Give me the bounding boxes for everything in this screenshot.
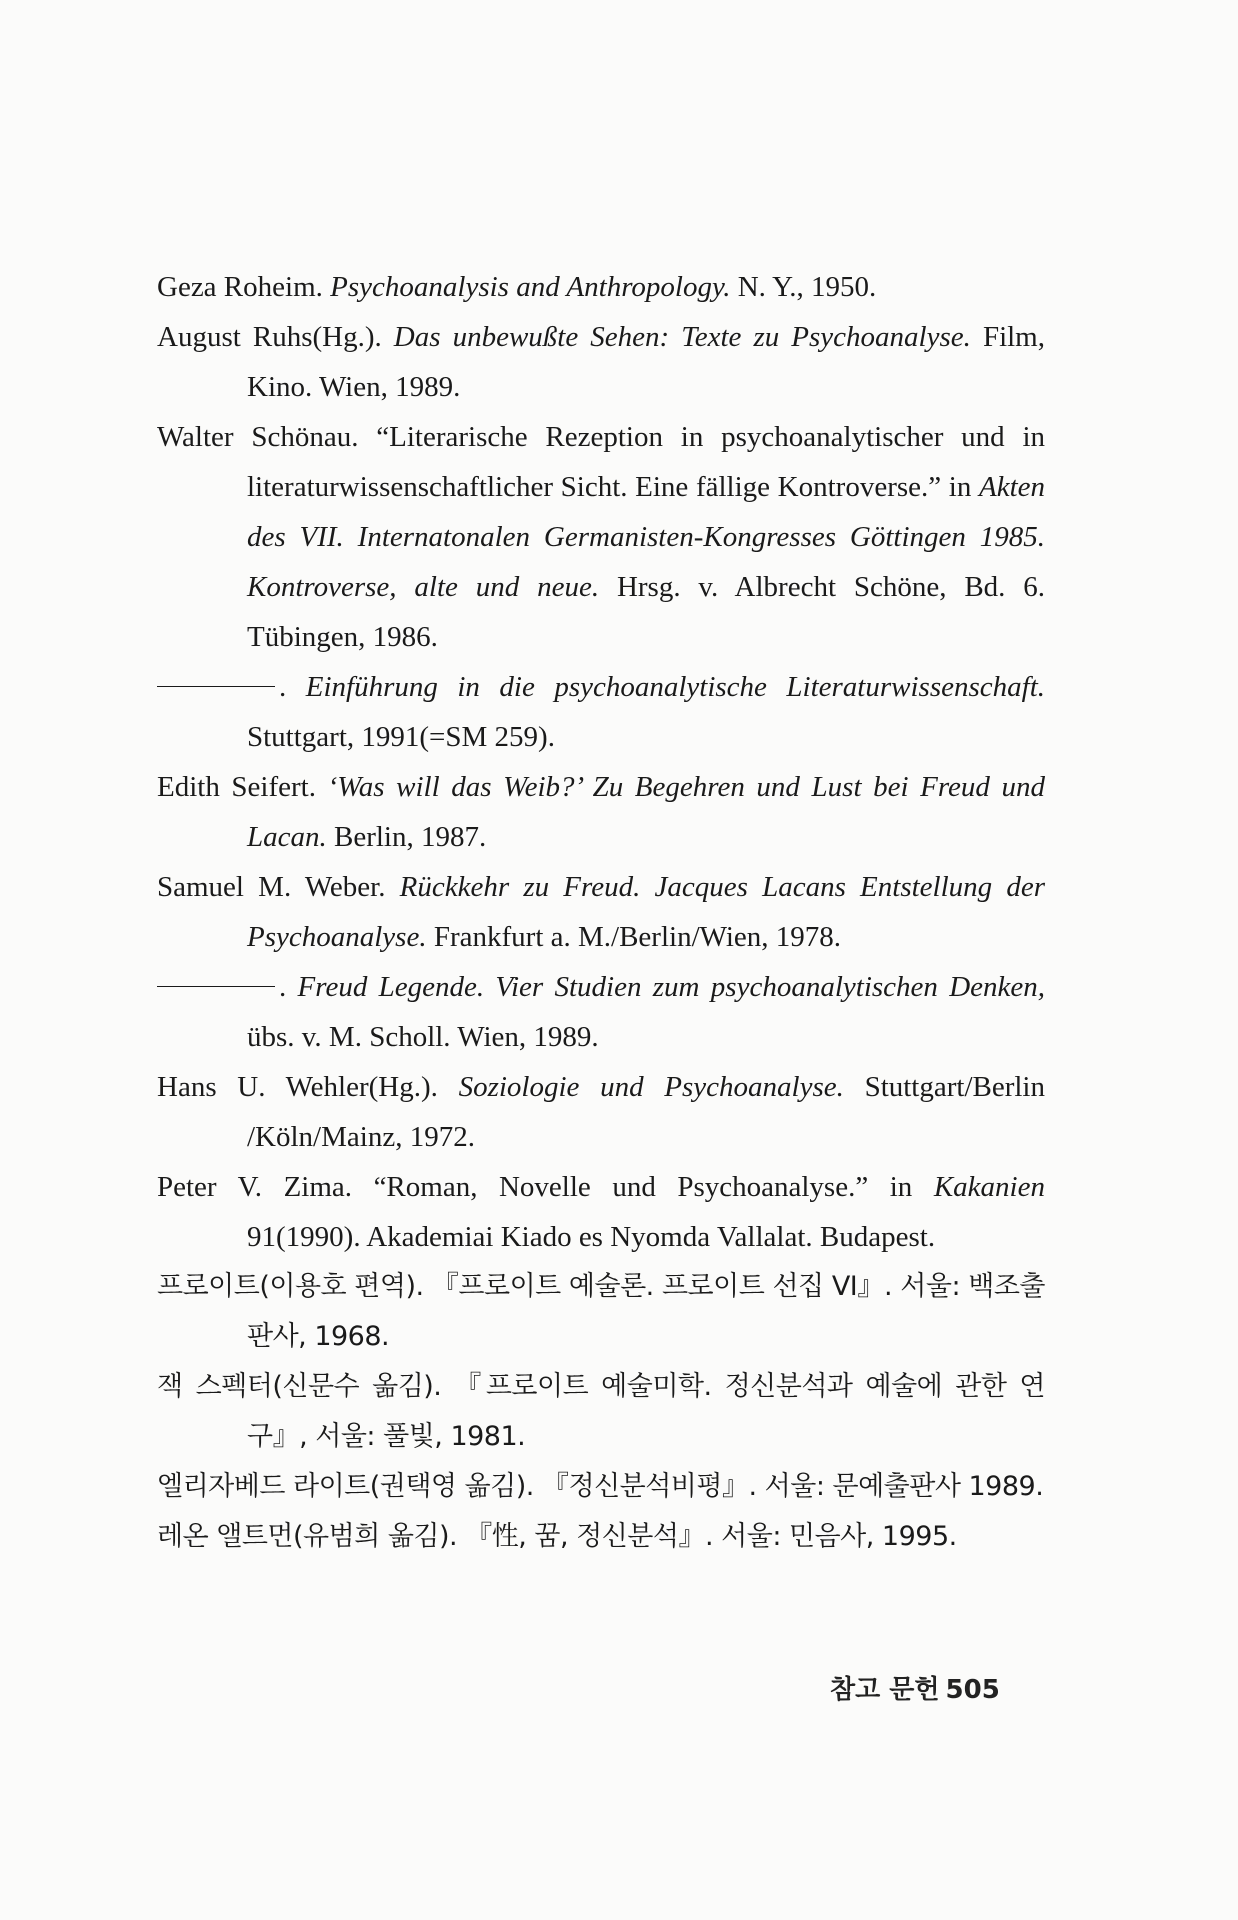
entry-publication: 서울: 백조출판사, 1968. [247, 1271, 1045, 1352]
entry-publication: Film, Kino. Wien, 1989. [247, 321, 1045, 403]
entry-publication: 서울: 문예출판사 1989. [764, 1471, 1044, 1502]
running-footer-section: 참고 문헌 [830, 1675, 940, 1705]
repeated-author-rule [157, 686, 275, 687]
bibliography-entry-roheim [157, 262, 1045, 312]
entry-author: 레온 앨트먼(유범희 옮김). [157, 1521, 458, 1552]
entry-title: Kakanien [933, 1171, 1045, 1203]
entry-title: 『정신분석비평』. [541, 1471, 757, 1502]
bibliography-entry-freud-kr [157, 1262, 1045, 1362]
entry-publication: Hrsg. v. Albrecht Schöne, Bd. 6. Tübingen, 1986. [247, 571, 1046, 653]
entry-title: Freud Legende. Vier Studien zum psychoanalytischen Denken, [297, 971, 1046, 1003]
entry-publication: Stuttgart/Berlin /Köln/Mainz, 1972. [247, 1071, 1045, 1153]
entry-author: Walter Schönau. [157, 421, 359, 453]
bibliography-list [157, 262, 1045, 1562]
page-footer [830, 1669, 1000, 1706]
entry-publication: 서울: 민음사, 1995. [721, 1521, 957, 1552]
entry-author: Edith Seifert. [157, 771, 316, 803]
entry-title: Soziologie und Psychoanalyse. [458, 1071, 844, 1103]
entry-author: August Ruhs(Hg.). [157, 321, 382, 353]
entry-author: 잭 스펙터(신문수 옮김). [157, 1371, 442, 1402]
entry-title: Einführung in die psychoanalytische Literaturwissenschaft. [305, 671, 1046, 703]
bibliography-entry-altman-kr [157, 1512, 1045, 1562]
entry-publication: Stuttgart, 1991(=SM 259). [247, 721, 555, 753]
entry-author: 프로이트(이용호 편역). [157, 1271, 424, 1302]
repeated-author-rule [157, 986, 275, 987]
entry-publication: N. Y., 1950. [737, 271, 877, 303]
entry-title: Rückkehr zu Freud. Jacques Lacans Entstellung der Psychoanalyse. [247, 871, 1046, 953]
entry-title: 『프로이트 예술미학. 정신분석과 예술에 관한 연구』, [247, 1371, 1045, 1452]
entry-title: Psychoanalysis and Anthropology. [330, 271, 731, 303]
entry-title: Akten des VII. Internatonalen Germanisten-Kongresses Göttingen 1985. Kontroverse, alte und neue. [247, 471, 1046, 603]
entry-publication: 91(1990). Akademiai Kiado es Nyomda Vallalat. Budapest. [247, 1221, 936, 1253]
entry-publication: übs. v. M. Scholl. Wien, 1989. [247, 1021, 599, 1053]
entry-publication: 서울: 풀빛, 1981. [315, 1421, 526, 1452]
entry-article-title: “Literarische Rezeption in psychoanalytischer und in literaturwissenschaftlicher Sicht. Eine fällige Kontroverse.” in [247, 421, 1046, 503]
bibliography-entry-wehler [157, 1062, 1045, 1162]
bibliography-entry-ruhs [157, 312, 1045, 412]
entry-title: Das unbewußte Sehen: Texte zu Psychoanalyse. [393, 321, 971, 353]
bibliography-entry-seifert [157, 762, 1045, 862]
entry-author: Peter V. Zima. [157, 1171, 353, 1203]
bibliography-entry-zima [157, 1162, 1045, 1262]
entry-publication: Frankfurt a. M./Berlin/Wien, 1978. [433, 921, 842, 953]
entry-article-title: “Roman, Novelle und Psychoanalyse.” in [373, 1171, 913, 1203]
entry-publication: Berlin, 1987. [334, 821, 487, 853]
bibliography-entry-schonau [157, 412, 1045, 662]
bibliography-entry-wright-kr [157, 1462, 1045, 1512]
entry-author: Geza Roheim. [157, 271, 323, 303]
entry-author: Hans U. Wehler(Hg.). [157, 1071, 438, 1103]
entry-author: 엘리자베드 라이트(권택영 옮김). [157, 1471, 534, 1502]
bibliography-entry-weber-2: . Freud Legende. Vier Studien zum psychoanalytischen Denken, übs. v. M. Scholl. Wien, 1989. [157, 962, 1045, 1062]
entry-title: 『性, 꿈, 정신분석』. [465, 1521, 714, 1552]
bibliography-entry-spector-kr [157, 1362, 1045, 1462]
page-number: 505 [945, 1675, 1000, 1705]
entry-author: Samuel M. Weber. [157, 871, 386, 903]
entry-title: ‘Was will das Weib?’ Zu Begehren und Lust bei Freud und Lacan. [247, 771, 1046, 853]
bibliography-entry-schonau-2: . Einführung in die psychoanalytische Literaturwissenschaft. Stuttgart, 1991(=SM 259). [157, 662, 1045, 762]
bibliography-entry-weber [157, 862, 1045, 962]
entry-title: 『프로이트 예술론. 프로이트 선집 VI』. [431, 1271, 893, 1302]
